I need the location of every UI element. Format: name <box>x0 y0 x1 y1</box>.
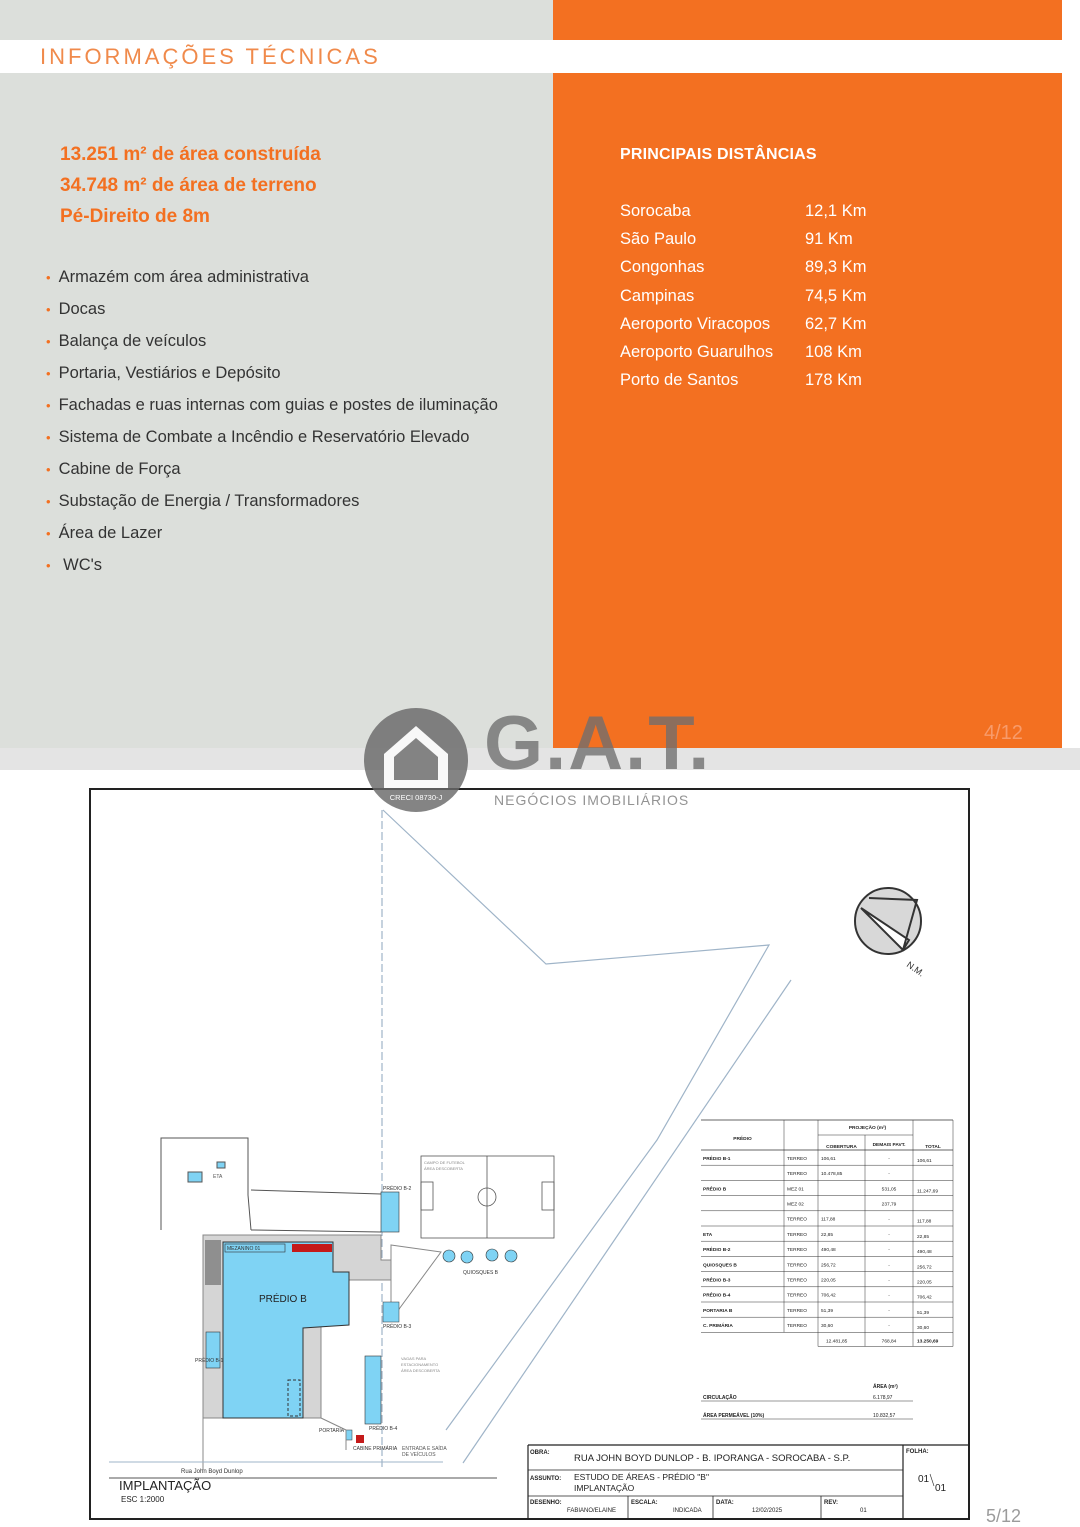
row-cobertura: 30,60 <box>821 1324 834 1330</box>
folha-label: FOLHA: <box>906 1449 929 1455</box>
row-total: 706,42 <box>917 1295 932 1301</box>
bullet-icon: • <box>46 430 51 445</box>
col-predio: PRÉDIO <box>733 1137 752 1142</box>
feature-text: Fachadas e ruas internas com guias e postes de iluminação <box>58 396 498 414</box>
row-predio: PRÉDIO B-1 <box>703 1156 731 1162</box>
row-pavimento: TERREO <box>787 1172 807 1178</box>
bullet-icon: • <box>46 526 51 541</box>
row-cobertura: 51,39 <box>821 1308 834 1314</box>
row-total: 11.247,69 <box>917 1189 938 1195</box>
row-pavimento: TERREO <box>787 1293 807 1299</box>
data-label: DATA: <box>716 1500 734 1506</box>
area-summary <box>701 1383 913 1419</box>
distance-place: Aeroporto Viracopos <box>620 314 771 333</box>
predio-b1-label: PRÉDIO B-1 <box>195 1358 224 1364</box>
vagas-label-1: VAGAS PARA <box>401 1356 427 1361</box>
distance-place: São Paulo <box>620 230 697 249</box>
row-total: 256,72 <box>917 1265 932 1271</box>
distance-value: 178 Km <box>805 371 862 390</box>
row-predio: QUIOSQUES B <box>703 1263 737 1269</box>
circulacao-label: CIRCULAÇÃO <box>703 1395 737 1401</box>
col-cobertura: COBERTURA <box>826 1145 857 1150</box>
site-plan-drawing <box>89 788 970 1520</box>
distance-row <box>620 371 920 395</box>
distance-value: 89,3 Km <box>805 258 867 277</box>
row-pavimento: TERREO <box>787 1217 807 1223</box>
feature-text: Armazém com área administrativa <box>58 268 309 286</box>
building-label: PRÉDIO B <box>259 1294 307 1305</box>
row-total: 490,48 <box>917 1250 932 1256</box>
area-table <box>701 1120 953 1346</box>
distance-row <box>620 230 920 254</box>
bullet-icon: • <box>46 558 51 573</box>
row-demais: 531,05 <box>881 1187 897 1193</box>
north-label: N.M. <box>904 959 927 979</box>
feature-item <box>46 524 162 543</box>
row-pavimento: TERREO <box>787 1232 807 1238</box>
quiosques <box>443 1249 517 1276</box>
feature-item <box>46 460 181 479</box>
distance-place: Porto de Santos <box>620 371 739 390</box>
feature-item <box>46 396 498 415</box>
obra-label: OBRA: <box>530 1450 550 1456</box>
eta-label: ETA <box>213 1174 223 1180</box>
predio-b4-label: PRÉDIO B-4 <box>369 1426 398 1432</box>
row-cobertura: 706,42 <box>821 1293 836 1299</box>
row-total: 30,60 <box>917 1326 930 1332</box>
distance-value: 91 Km <box>805 230 853 249</box>
feature-item <box>46 364 281 383</box>
feature-item <box>46 428 469 447</box>
col-projecao: PROJEÇÃO (m²) <box>848 1126 887 1131</box>
row-cobertura: 220,05 <box>821 1278 836 1284</box>
row-predio: PRÉDIO B-4 <box>703 1293 731 1299</box>
row-demais: - <box>888 1263 890 1269</box>
eta-tank <box>188 1172 202 1182</box>
row-pavimento: MEZ 02 <box>787 1202 804 1208</box>
escala-tb-label: ESCALA: <box>631 1500 658 1506</box>
desenho-label: DESENHO: <box>530 1500 562 1506</box>
escala-label: ESC 1:2000 <box>121 1495 165 1504</box>
row-predio: C. PRIMÁRIA <box>703 1324 733 1330</box>
creci-label: CRECI 08730-J <box>389 793 443 802</box>
cabine-label: CABINE PRIMÁRIA <box>353 1446 398 1452</box>
row-demais: - <box>888 1308 890 1314</box>
row-pavimento: TERREO <box>787 1263 807 1269</box>
row-predio: PRÉDIO B-3 <box>703 1278 731 1284</box>
bullet-icon: • <box>46 398 51 413</box>
distance-row <box>620 287 920 311</box>
row-demais: - <box>888 1278 890 1284</box>
page-title: INFORMAÇÕES TÉCNICAS <box>40 44 381 69</box>
feature-text: Balança de veículos <box>58 332 207 350</box>
row-pavimento: TERREO <box>787 1308 807 1314</box>
page-technical-info <box>0 0 1080 748</box>
predio-b4 <box>365 1356 381 1424</box>
site-plan-svg <box>91 790 968 1518</box>
row-predio: PRÉDIO B-2 <box>703 1248 731 1254</box>
feature-item <box>46 300 105 319</box>
permeavel-label: ÁREA PERMEÁVEL (10%) <box>703 1413 765 1419</box>
assunto-value-2: IMPLANTAÇÃO <box>574 1483 635 1493</box>
feature-item <box>46 556 102 575</box>
col-total: TOTAL <box>925 1145 941 1150</box>
quiosques-label: QUIOSQUES B <box>463 1270 499 1276</box>
bullet-icon: • <box>46 366 51 381</box>
rev-label: REV: <box>824 1500 839 1506</box>
site-boundary-lines <box>382 810 791 1470</box>
row-cobertura: 10.478,85 <box>821 1172 843 1178</box>
distances-title: PRINCIPAIS DISTÂNCIAS <box>620 146 817 163</box>
row-pavimento: TERREO <box>787 1248 807 1254</box>
feature-text: Sistema de Combate a Incêndio e Reservatório Elevado <box>58 428 470 446</box>
road-edge <box>463 980 791 1463</box>
obra-value: RUA JOHN BOYD DUNLOP - B. IPORANGA - SOROCABA - S.P. <box>574 1453 851 1464</box>
row-demais: - <box>888 1156 890 1162</box>
page-number-2: 5/12 <box>986 1506 1022 1526</box>
bullet-icon: • <box>46 494 51 509</box>
distance-value: 62,7 Km <box>805 314 867 333</box>
distance-value: 12,1 Km <box>805 202 867 220</box>
red-block <box>292 1244 332 1252</box>
mezanino-label: MEZANINO 01 <box>227 1246 261 1252</box>
predio-b2-label: PRÉDIO B-2 <box>383 1186 412 1192</box>
bullet-icon: • <box>46 302 51 317</box>
row-pavimento: TERREO <box>787 1324 807 1330</box>
row-total: 22,85 <box>917 1234 930 1240</box>
feature-text: Portaria, Vestiários e Depósito <box>58 364 281 382</box>
sum-cobertura: 12.481,85 <box>826 1339 848 1345</box>
feature-text: WC's <box>58 556 103 574</box>
row-total: 51,39 <box>917 1310 930 1316</box>
feature-item <box>46 268 309 287</box>
bullet-icon: • <box>46 270 51 285</box>
watermark-title: G.A.T. <box>484 701 712 786</box>
entrada-label-2: DE VEÍCULOS <box>402 1452 436 1458</box>
feature-item <box>46 492 359 511</box>
page-number: 4/12 <box>984 722 1023 744</box>
row-pavimento: TERREO <box>787 1156 807 1162</box>
row-demais: - <box>888 1293 890 1299</box>
distance-row <box>620 315 920 339</box>
row-demais: - <box>888 1324 890 1330</box>
row-total: 220,05 <box>917 1280 932 1286</box>
kpi-ceiling-height: Pé-Direito de 8m <box>60 206 210 227</box>
assunto-label: ASSUNTO: <box>530 1476 562 1482</box>
watermark-subtitle: NEGÓCIOS IMOBILIÁRIOS <box>494 792 690 808</box>
parking-area <box>401 1356 447 1458</box>
portaria-label: PORTARIA <box>319 1428 345 1434</box>
folha-value-1: 01 <box>918 1474 930 1485</box>
row-total: 117,88 <box>917 1219 932 1225</box>
row-demais: - <box>888 1232 890 1238</box>
row-demais: 237,79 <box>881 1202 897 1208</box>
campo-label-1: CAMPO DE FUTEBOL <box>424 1160 465 1165</box>
assunto-value-1: ESTUDO DE ÁREAS - PRÉDIO "B" <box>574 1472 709 1482</box>
house-logo-icon <box>362 706 470 814</box>
sum-demais: 768,84 <box>881 1339 897 1345</box>
folha-value-2: 01 <box>935 1483 947 1494</box>
north-arrow-icon <box>855 888 926 979</box>
row-cobertura: 106,61 <box>821 1156 836 1162</box>
distance-place: Campinas <box>620 286 695 305</box>
row-demais: - <box>888 1248 890 1254</box>
distance-row <box>620 343 920 367</box>
feature-text: Área de Lazer <box>58 524 163 542</box>
distance-row <box>620 202 920 226</box>
feature-text: Cabine de Força <box>58 460 181 478</box>
predio-b3-label: PRÉDIO B-3 <box>383 1324 412 1330</box>
data-value: 12/02/2025 <box>752 1508 783 1514</box>
vagas-label-2: ESTACIONAMENTO <box>401 1362 439 1367</box>
row-pavimento: MEZ 01 <box>787 1187 804 1193</box>
bullet-icon: • <box>46 334 51 349</box>
kpi-built-area: 13.251 m² de área construída <box>60 144 321 165</box>
row-pavimento: TERREO <box>787 1278 807 1284</box>
row-cobertura: 22,85 <box>821 1232 834 1238</box>
cabine-primaria <box>356 1435 364 1443</box>
feature-text: Substação de Energia / Transformadores <box>58 492 360 510</box>
predio-b3 <box>383 1302 399 1322</box>
row-cobertura: 490,48 <box>821 1248 836 1254</box>
row-predio: PRÉDIO B <box>703 1187 727 1193</box>
row-cobertura: 256,72 <box>821 1263 836 1269</box>
circulacao-value: 6.178,97 <box>873 1395 893 1401</box>
area-header: ÁREA (m²) <box>873 1384 898 1390</box>
distance-place: Aeroporto Guarulhos <box>620 343 774 361</box>
permeavel-value: 10.832,57 <box>873 1413 896 1419</box>
col-demais: DEMAIS PAVT. <box>872 1143 906 1148</box>
building-b <box>195 1185 441 1470</box>
row-cobertura: 117,88 <box>821 1217 836 1223</box>
row-predio: ETA <box>703 1232 713 1238</box>
feature-text: Docas <box>58 300 106 318</box>
soccer-field <box>421 1156 554 1238</box>
street-label: Rua John Boyd Dunlop <box>181 1469 243 1475</box>
predio-b2 <box>381 1192 399 1232</box>
distance-row <box>620 258 920 282</box>
distance-place: Sorocaba <box>620 202 691 220</box>
escala-tb-value: INDICADA <box>673 1508 702 1514</box>
rev-value: 01 <box>860 1508 867 1514</box>
row-demais: - <box>888 1172 890 1178</box>
row-predio: PORTARIA B <box>703 1308 733 1314</box>
entrada-label-1: ENTRADA E SAÍDA <box>402 1446 447 1452</box>
street <box>109 1462 497 1504</box>
eta-area <box>161 1138 381 1232</box>
implantacao-label: IMPLANTAÇÃO <box>119 1478 212 1493</box>
bullet-icon: • <box>46 462 51 477</box>
distance-value: 74,5 Km <box>805 286 867 305</box>
row-total: 106,61 <box>917 1158 932 1164</box>
distance-value: 108 Km <box>805 343 862 361</box>
title-block <box>528 1445 968 1518</box>
feature-item <box>46 332 206 351</box>
vagas-label-3: ÁREA DESCOBERTA <box>401 1368 440 1373</box>
kpi-land-area: 34.748 m² de área de terreno <box>60 175 317 196</box>
sum-total: 13.250,69 <box>917 1339 939 1345</box>
desenho-value: FABIANO/ELAINE <box>567 1508 617 1514</box>
campo-label-2: ÁREA DESCOBERTA <box>424 1166 463 1171</box>
row-demais: - <box>888 1217 890 1223</box>
distance-place: Congonhas <box>620 258 705 277</box>
